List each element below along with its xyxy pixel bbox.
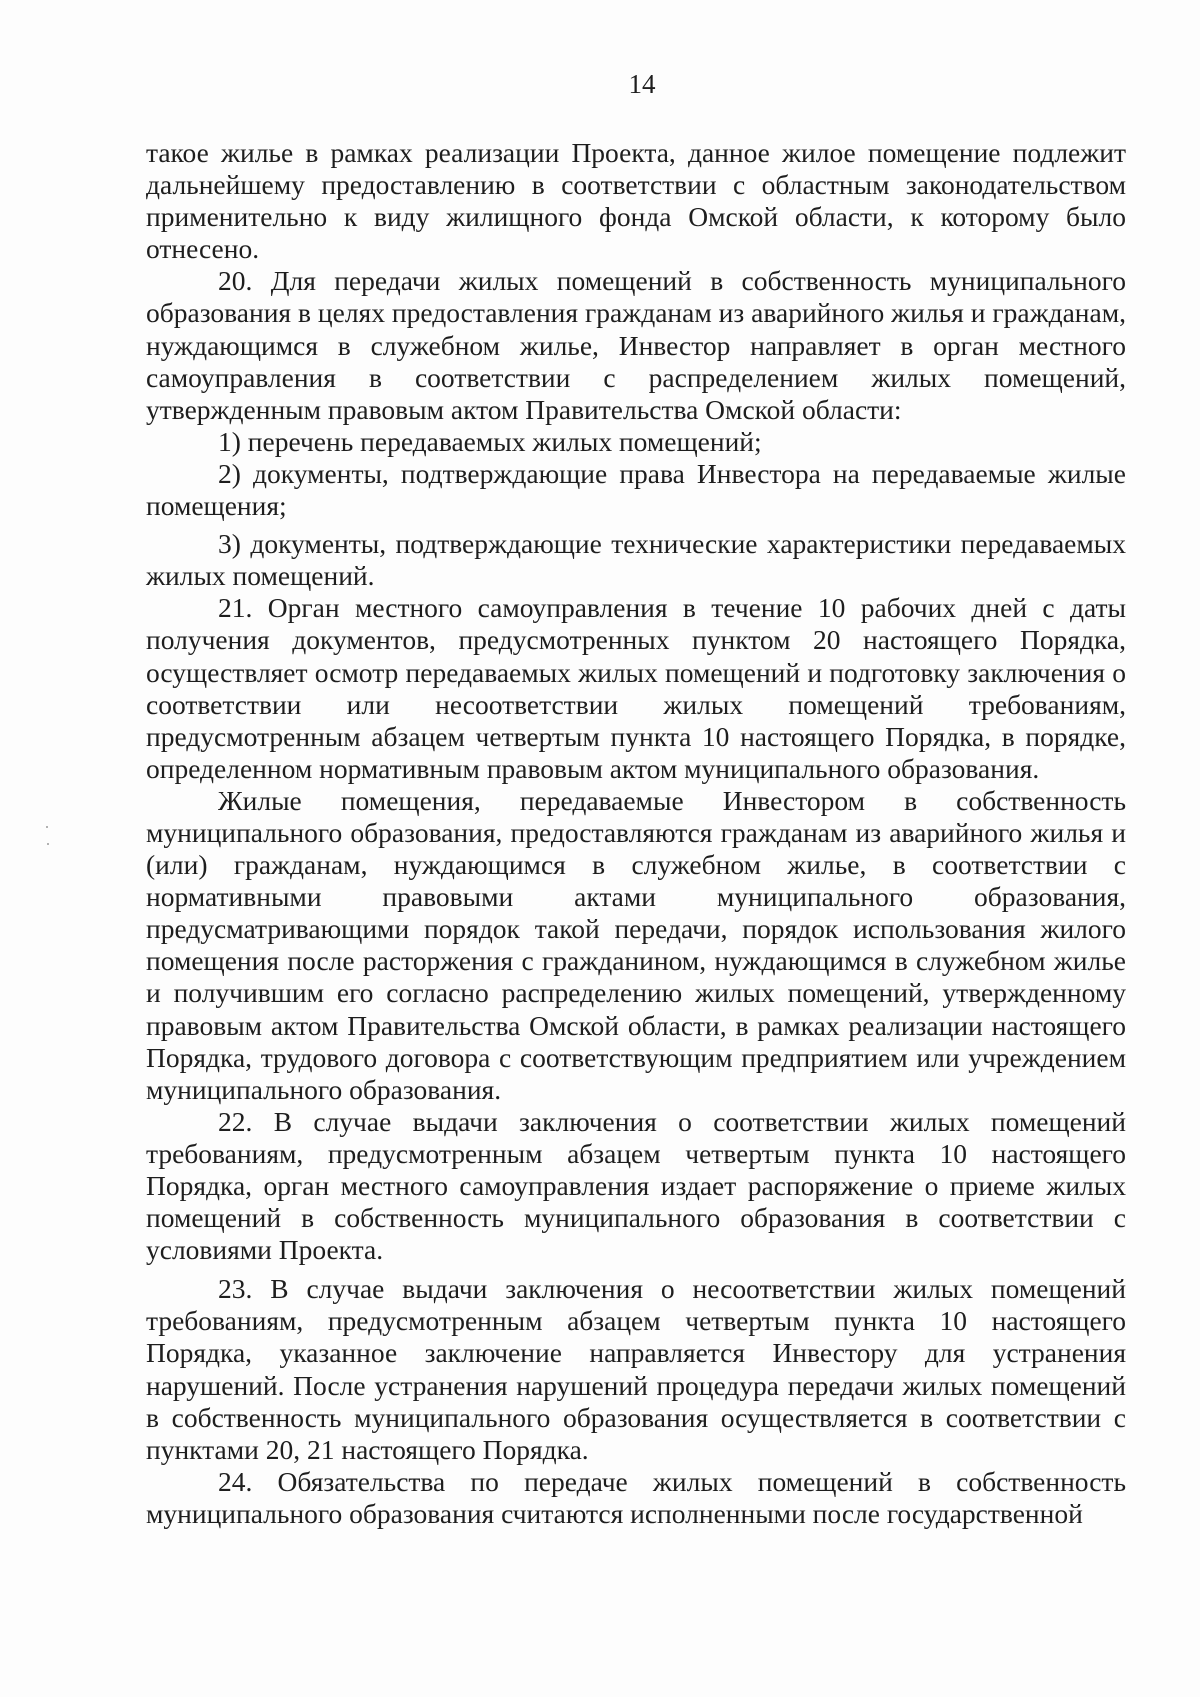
paragraph-continuation: такое жилье в рамках реализации Проекта, данное жилое помещение подлежит дальнейшему предоставлению в соответствии с областным законодательством применительно к виду жилищного фонда Омской области, к которому было отнесено.	[146, 137, 1126, 265]
paragraph-item-20: 20. Для передачи жилых помещений в собственность муниципального образования в целях предоставления гражданам из аварийного жилья и гражданам, нуждающимся в служебном жилье, Инвестор направляет в орган местного самоуправления в соответствии с распределением жилых помещений, утвержденным правовым актом Правительства Омской области:	[146, 265, 1126, 425]
document-body	[146, 137, 1126, 1530]
paragraph-item-23: 23. В случае выдачи заключения о несоответствии жилых помещений требованиям, предусмотренным абзацем четвертым пункта 10 настоящего Порядка, указанное заключение направляется Инвестору для устранения нарушений. После устранения нарушений процедура передачи жилых помещений в собственность муниципального образования осуществляется в соответствии с пунктами 20, 21 настоящего Порядка.	[146, 1273, 1126, 1465]
scan-speck	[46, 826, 48, 828]
paragraph-item-22: 22. В случае выдачи заключения о соответствии жилых помещений требованиям, предусмотренным абзацем четвертым пункта 10 настоящего Порядка, орган местного самоуправления издает распоряжение о приеме жилых помещений в собственность муниципального образования в соответствии с условиями Проекта.	[146, 1105, 1126, 1266]
paragraph-item-21: 21. Орган местного самоуправления в течение 10 рабочих дней с даты получения документов, предусмотренных пунктом 20 настоящего Порядка, осуществляет осмотр передаваемых жилых помещений и подготовку заключения о соответствии или несоответствии жилых помещений требованиям, предусмотренным абзацем четвертым пункта 10 настоящего Порядка, в порядке, определенном нормативным правовым актом муниципального образования.	[146, 592, 1126, 784]
list-item-3: 3) документы, подтверждающие технические характеристики передаваемых жилых помещений.	[146, 528, 1126, 592]
page-number: 14	[628, 69, 656, 99]
scan-speck	[47, 843, 49, 845]
list-item-2: 2) документы, подтверждающие права Инвестора на передаваемые жилые помещения;	[146, 457, 1126, 522]
list-item-1: 1) перечень передаваемых жилых помещений;	[218, 425, 762, 457]
paragraph-living-quarters: Жилые помещения, передаваемые Инвестором в собственность муниципального образования, предоставляются гражданам из аварийного жилья и (или) гражданам, нуждающимся в служебном жилье, в соответствии с нормативными правовыми актами муниципального образования, предусматривающими порядок такой передачи, порядок использования жилого помещения после расторжения с гражданином, нуждающимся в служебном жилье и получившим его согласно распределению жилых помещений, утвержденному правовым актом Правительства Омской области, в рамках реализации настоящего Порядка, трудового договора с соответствующим предприятием или учреждением муниципального образования.	[146, 784, 1126, 1105]
paragraph-item-24: 24. Обязательства по передаче жилых помещений в собственность муниципального образования считаются исполненными после государственной	[146, 1465, 1126, 1529]
